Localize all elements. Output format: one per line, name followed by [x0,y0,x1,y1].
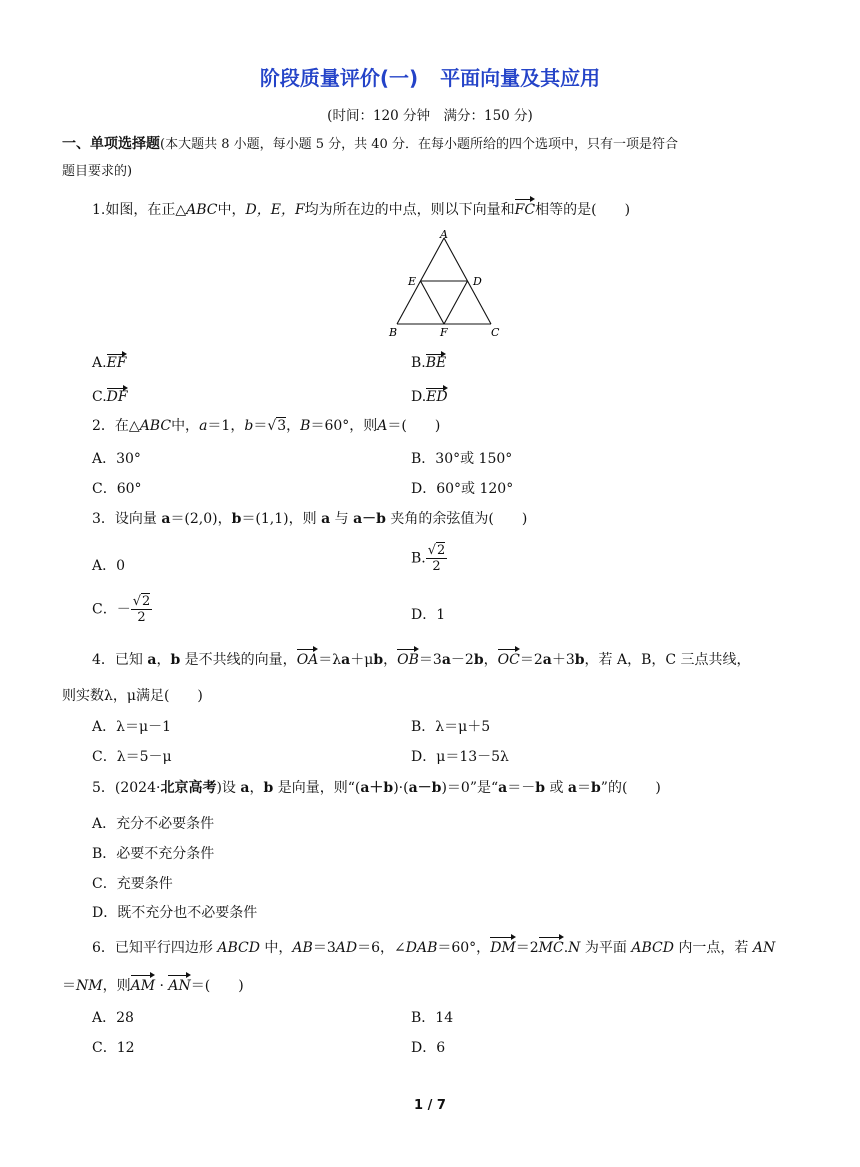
q4-text: ， [383,652,398,668]
q6-text: · [155,978,169,994]
q2-angle-b: B [300,418,311,434]
q4-vec: b [574,652,585,668]
q4-text: －2 [450,652,474,668]
q5-text: 5．(2024· [92,780,161,796]
q6-text: 为平面 [580,940,632,956]
q4-text: ＋3 [551,652,575,668]
q2-text: ＝1， [207,418,245,434]
q1-option-c [92,389,128,405]
q4-option-c: C．λ＝5－μ [92,749,172,765]
q5-text: ， [249,780,264,796]
q6-text: 内一点，若 [673,940,753,956]
q6-ad: AD [335,940,358,956]
q6-nm: NM [76,978,103,994]
q1-text: 均为所在边的中点，则以下向量和 [304,202,515,218]
q4-text: ＝2 [519,652,543,668]
q4-vector-oa: OA [296,652,319,668]
q4-vec: a [341,652,351,668]
frac-den: 2 [432,559,441,574]
frac-sqrt2-over-2: $\frac{√2}{2}$ [427,543,446,574]
q5-option-b: B．必要不充分条件 [92,846,215,862]
q2-text: ＝60°，则 [310,418,378,434]
q4-vector-ob: OB [397,652,419,668]
title-part2: 平面向量及其应用 [440,66,601,90]
q2-option-a: A．30° [92,451,141,467]
q3-text: ＝(1,1)，则 [241,511,322,527]
option-label: C．－ [92,601,131,618]
triangle-figure [385,228,505,342]
q5-text: ”的( ) [600,780,661,796]
section-title: 一、单项选择题 [62,136,160,152]
q6-text: ＝2 [515,940,539,956]
option-label: B. [411,550,426,567]
option-vector: DF [106,389,128,405]
q6-option-d: D．6 [411,1040,446,1056]
q6-dab: DAB [405,940,438,956]
q2-option-b: B．30°或 150° [411,451,513,467]
q5-vec: a＋b [360,780,394,796]
section-desc-1: (本大题共 8 小题，每小题 5 分，共 40 分．在每小题所给的四个选项中，只有一项是符合 [160,137,678,152]
q1-text: 中， [217,202,246,218]
q6-abcd: ABCD [631,940,674,956]
question-6-stem [92,938,775,958]
q6-text: 6．已知平行四边形 [92,940,218,956]
q2-sqrt3: 3 [277,418,287,434]
q4-text: 是不共线的向量， [180,652,297,668]
q5-text: )·( [393,780,409,796]
q5-source: 北京高考 [160,780,217,796]
label-c: C [491,326,500,339]
section-desc-2: 题目要求的) [62,164,133,179]
section-heading [62,134,678,155]
q6-text: ＝6，∠ [357,940,406,956]
q2-text: ， [286,418,301,434]
q4-vec: a [542,652,552,668]
option-vector: ED [426,389,448,405]
q6-vector-dm: DM [490,940,516,956]
exam-info: (时间：120 分钟 满分：150 分) [327,108,533,124]
q5-text: )设 [216,780,241,796]
q5-vec: b [535,780,546,796]
q6-an: AN [752,940,776,956]
q2-text: 2．在△ [92,418,140,434]
page-title [0,62,860,91]
q6-text: ＝60°， [437,940,491,956]
q1-option-a [92,355,127,371]
q6-option-c: C．12 [92,1040,135,1056]
q6-text: ＝( ) [190,978,244,994]
q4-vec: b [170,652,181,668]
q3-text: 3．设向量 [92,511,162,527]
q2-option-d: D．60°或 120° [411,481,514,497]
label-d: D [473,275,482,288]
q3-vec-a: a [321,511,331,527]
q5-vec: a [498,780,508,796]
q6-text: . [563,940,569,956]
option-label: B. [411,355,426,371]
q1-text: 1.如图，在正△ [92,202,187,218]
q4-vec: a [441,652,451,668]
q6-vector-am: AM [130,978,156,994]
q4-text: ，若 A，B，C 三点共线， [584,652,751,668]
q4-vec: a [147,652,157,668]
q6-vector-mc: MC [538,940,564,956]
q4-text: ＝3 [418,652,442,668]
q4-vec: b [473,652,484,668]
q1-option-b [411,355,446,371]
q3-text: ＝(2,0)， [170,511,232,527]
question-4-line2: 则实数λ，μ满足( ) [62,688,203,704]
question-5-stem [92,778,661,798]
q6-vector-an: AN [168,978,191,994]
q3-text: 与 [330,511,354,527]
q4-text: ＝λ [318,652,342,668]
q4-vector-oc: OC [497,652,520,668]
label-f: F [440,326,448,339]
frac-den: 2 [137,610,146,625]
question-6-line2 [62,976,244,996]
q6-option-b: B．14 [411,1010,454,1026]
q2-text: 中， [171,418,200,434]
q2-b: b [244,418,254,434]
question-3-stem [92,509,527,529]
q4-option-b: B．λ＝μ＋5 [411,719,491,735]
label-e: E [408,275,417,288]
q5-vec: b [263,780,274,796]
q1-text: 相等的是( ) [535,202,631,218]
q3-text: 夹角的余弦值为( ) [385,511,528,527]
question-4-stem [92,650,751,670]
q4-vec: b [373,652,384,668]
label-b: B [389,326,398,339]
q4-option-a: A．λ＝μ－1 [92,719,171,735]
q5-text: 或 [545,780,568,796]
q4-text: ， [156,652,171,668]
q5-option-a: A．充分不必要条件 [92,816,215,832]
q6-text: ＝ [62,978,76,994]
q2-text: ＝ [253,418,268,434]
q5-vec: a－b [408,780,442,796]
q5-text: )＝0”是“ [441,780,499,796]
q1-points: D，E，F [245,202,305,218]
q3-option-b [411,543,447,574]
q6-text: 中， [259,940,293,956]
q4-text: 4．已知 [92,652,148,668]
frac-sqrt2-over-2: $\frac{√2}{2}$ [132,594,151,625]
q5-vec: a [240,780,250,796]
frac-num: 2 [142,594,151,609]
option-label: C. [92,389,107,405]
q6-abcd: ABCD [217,940,260,956]
q1-abc: ABC [186,202,218,218]
q3-option-c [92,594,152,625]
q3-option-d: D．1 [411,607,446,623]
page-number: 1 / 7 [414,1098,446,1113]
question-1-stem [92,200,630,220]
option-vector: BE [425,355,447,371]
q4-text: ＋μ [350,652,374,668]
q3-vec-b: b [231,511,242,527]
q4-option-d: D．μ＝13－5λ [411,749,509,765]
q3-vec-a: a [161,511,171,527]
q4-text: ， [483,652,498,668]
question-2-stem: 2．在△ABC中，a＝1，b＝√3，B＝60°，则A＝( ) [92,418,441,434]
q5-text: ＝ [577,780,591,796]
q5-text: ＝－ [507,780,536,796]
q2-a: a [199,418,208,434]
q5-vec: b [591,780,601,796]
q6-n: N [568,940,581,956]
title-part1: 阶段质量评价(一) [259,66,419,90]
q2-angle-a: A [377,418,388,434]
q2-text: ＝( ) [387,418,441,434]
label-a: A [440,228,448,241]
q2-option-c: C．60° [92,481,142,497]
q6-option-a: A．28 [92,1010,134,1026]
q5-option-c: C．充要条件 [92,876,173,892]
option-vector: EF [106,355,127,371]
q5-vec: a [567,780,577,796]
frac-num: 2 [437,543,446,558]
q6-text: ＝3 [312,940,336,956]
q6-ab: AB [292,940,313,956]
q2-abc: ABC [139,418,172,434]
option-label: A. [92,355,107,371]
q5-text: 是向量，则“( [273,780,361,796]
q3-vec-a-minus-b: a－b [353,511,386,527]
q3-option-a: A．0 [92,558,126,574]
q6-text: ，则 [102,978,131,994]
q5-option-d: D．既不充分也不必要条件 [92,905,258,921]
q1-vector-fc: FC [514,202,536,218]
option-label: D. [411,389,427,405]
q1-option-d [411,389,448,405]
